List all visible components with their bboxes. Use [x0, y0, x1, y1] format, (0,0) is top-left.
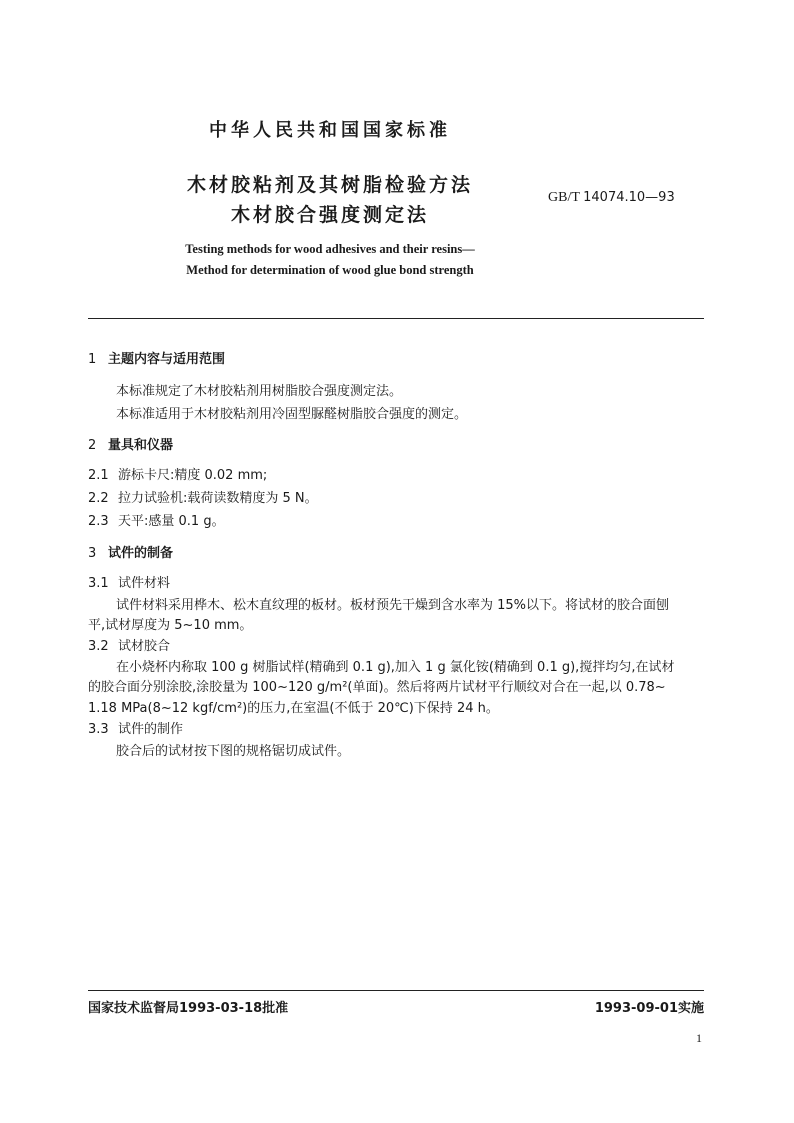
- standard-prefix: GB/T: [548, 190, 580, 205]
- subsection-3-2-number: 3.2: [88, 639, 109, 654]
- subsection-3-1-number: 3.1: [88, 576, 109, 591]
- standard-code: [548, 190, 675, 206]
- subsection-3-3-number: 3.3: [88, 722, 109, 737]
- header-divider: [88, 318, 704, 319]
- item-2-3: [88, 510, 225, 529]
- item-2-2-text: 拉力试验机:载荷读数精度为 5 N。: [118, 491, 318, 506]
- title-cn-line2: 木材胶合强度测定法: [230, 204, 429, 226]
- section-2-heading: [88, 434, 173, 453]
- subsection-3-3-title: 试件的制作: [118, 722, 184, 737]
- subsection-3-2-text-line3: 1.18 MPa(8~12 kgf/cm²)的压力,在室温(不低于 20℃)下保持 24 h。: [88, 701, 499, 716]
- item-2-1: [88, 464, 267, 483]
- section-2-number: 2: [88, 438, 97, 453]
- item-2-2: [88, 487, 318, 506]
- item-2-1-number: 2.1: [88, 468, 109, 483]
- section-3-heading: [88, 542, 173, 561]
- subsection-3-1-heading: [88, 572, 170, 591]
- section-1-number: 1: [88, 352, 97, 367]
- section-1-heading: [88, 348, 225, 367]
- page-number: 1: [696, 1031, 702, 1045]
- implementation-date: 1993-09-01实施: [594, 1001, 704, 1016]
- subsection-3-3-heading: [88, 718, 183, 737]
- item-2-3-number: 2.3: [88, 514, 109, 529]
- title-en-line1: Testing methods for wood adhesives and their resins—: [185, 242, 475, 256]
- title-cn-line1: 木材胶粘剂及其树脂检验方法: [186, 174, 473, 196]
- subsection-3-2-title: 试材胶合: [118, 639, 171, 654]
- section-2-title: 量具和仪器: [108, 438, 174, 453]
- national-standard-heading: 中华人民共和国国家标准: [209, 120, 451, 141]
- subsection-3-1-text-line1: 试件材料采用桦木、松木直纹理的板材。板材预先干燥到含水率为 15%以下。将试材的胶合面刨: [116, 598, 670, 613]
- section-1-paragraph-2: 本标准适用于木材胶粘剂用冷固型脲醛树脂胶合强度的测定。: [116, 407, 468, 422]
- item-2-2-number: 2.2: [88, 491, 109, 506]
- subsection-3-3-text: 胶合后的试材按下图的规格锯切成试件。: [116, 744, 351, 759]
- subsection-3-1-title: 试件材料: [118, 576, 171, 591]
- item-2-1-text: 游标卡尺:精度 0.02 mm;: [118, 468, 268, 483]
- section-3-title: 试件的制备: [108, 546, 174, 561]
- approval-date: 国家技术监督局1993-03-18批准: [88, 1001, 289, 1016]
- subsection-3-2-heading: [88, 635, 170, 654]
- footer-divider: [88, 990, 704, 991]
- subsection-3-1-text-line2: 平,试材厚度为 5~10 mm。: [88, 618, 253, 633]
- item-2-3-text: 天平:感量 0.1 g。: [118, 514, 225, 529]
- section-1-paragraph-1: 本标准规定了木材胶粘剂用树脂胶合强度测定法。: [116, 384, 403, 399]
- title-en-line2: Method for determination of wood glue bond strength: [186, 263, 474, 277]
- section-1-title: 主题内容与适用范围: [108, 352, 226, 367]
- subsection-3-2-text-line2: 的胶合面分别涂胶,涂胶量为 100~120 g/m²(单面)。然后将两片试材平行顺纹对合在一起,以 0.78~: [88, 680, 666, 695]
- subsection-3-2-text-line1: 在小烧杯内称取 100 g 树脂试样(精确到 0.1 g),加入 1 g 氯化铵(精确到 0.1 g),搅拌均匀,在试材: [116, 660, 675, 675]
- standard-number: 14074.10—93: [583, 190, 675, 205]
- section-3-number: 3: [88, 546, 97, 561]
